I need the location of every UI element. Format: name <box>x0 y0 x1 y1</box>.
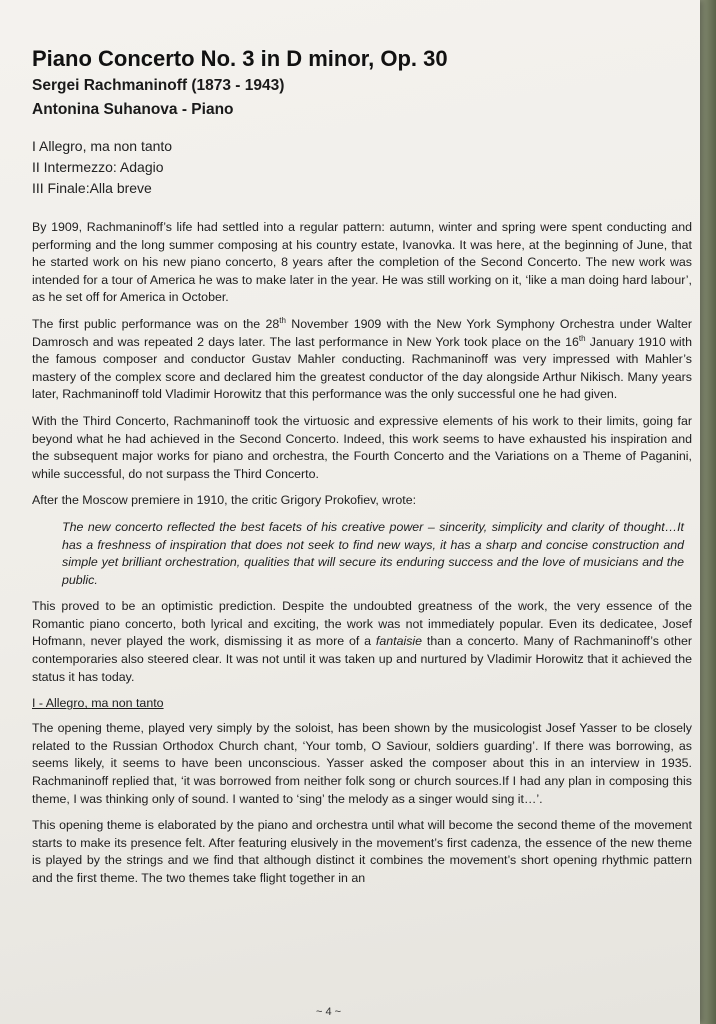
page-content <box>32 44 692 897</box>
section-heading: I - Allegro, ma non tanto <box>32 696 164 711</box>
critic-quote: The new concerto reflected the best facets of his creative power – sincerity, simplicity and clarity of thought…It has a freshness of inspiration that does not seek to find new ways, it has a sharp and concise construction and simple yet brilliant orchestration, qualities that will secure its enduring success and the love of musicians and the public. <box>62 519 684 587</box>
ordinal-suffix: th <box>578 333 586 343</box>
paragraph-3: With the Third Concerto, Rachmaninoff took the virtuosic and expressive elements of his work to their limits, going far beyond what he had achieved in the Second Concerto. Indeed, this work seems to have exhausted his inspiration and the subsequent major works for piano and orchestra, the Fourth Concerto and the Variations on a Theme of Paganini, while successful, do not surpass the Third Concerto. <box>32 413 692 481</box>
paragraph-5-part-b: than a concerto. Many of Rachmaninoff’s other contemporaries also steered clear. It was not until it was taken up and nurtured by Vladimir Horowitz that it achieved the status it has today. <box>32 634 693 684</box>
movement-item: II Intermezzo: Adagio <box>32 159 164 175</box>
paragraph-5-part-a: This proved to be an optimistic prediction. Despite the undoubted greatness of the work, the very essence of the Romantic piano concerto, both lyrical and exciting, the work was not immediately popular. Even its dedicatee, Josef Hofmann, never played the work, dismissing it as more of a <box>32 599 692 649</box>
page-number: ~ 4 ~ <box>316 1006 342 1018</box>
paragraph-5 <box>32 598 692 686</box>
paragraph-2-part-a: The first public performance was on the 28 <box>32 316 280 331</box>
programme-notes <box>32 219 692 888</box>
paragraph-2-part-c: January 1910 with the famous composer and conductor Gustav Mahler conducting. Rachmaninoff was very impressed with Mahler’s mastery of the complex score and declared him the greatest conductor of the day alongside Arthur Nikisch. Many years later, Rachmaninoff told Vladimir Horowitz that this performance was the only successful one he had given. <box>32 334 693 402</box>
page-title: Piano Concerto No. 3 in D minor, Op. 30 <box>32 46 448 71</box>
movement-list <box>32 136 692 199</box>
movement-item: III Finale:Alla breve <box>32 180 152 196</box>
italic-term: fantaisie <box>375 634 423 649</box>
ordinal-suffix: th <box>279 315 286 325</box>
paragraph-1: By 1909, Rachmaninoff’s life had settled into a regular pattern: autumn, winter and spring were spent conducting and performing and the long summer composing at his country estate, Ivanovka. It was here, at the beginning of June, that he started work on his new piano concerto, 8 years after the completion of the Second Concerto. The new work was intended for a tour of America he was to make later in the year. He was still working on it, ‘like a man doing hard labour’, as he set off for America in October. <box>32 220 692 305</box>
paragraph-2 <box>32 316 692 404</box>
paragraph-6: The opening theme, played very simply by the soloist, has been shown by the musicologist Josef Yasser to be closely related to the Russian Orthodox Church chant, ‘Your tomb, O Saviour, soldiers guarding’. If there was borrowing, as seems likely, it seems to have been unconscious. Yasser asked the composer about this in an interview in 1935. Rachmaninoff replied that, ‘it was borrowed from neither folk song or church sources.If I had any plan in composing this theme, I was thinking only of sound. I wanted to ‘sing’ the melody as a singer would sing it…’. <box>32 721 692 806</box>
paragraph-4: After the Moscow premiere in 1910, the critic Grigory Prokofiev, wrote: <box>32 493 417 508</box>
movement-item: I Allegro, ma non tanto <box>32 138 173 154</box>
performer-line: Antonina Suhanova - Piano <box>32 101 234 118</box>
paragraph-7: This opening theme is elaborated by the piano and orchestra until what will become the second theme of the movement starts to make its presence felt. After featuring elusively in the movement’s first cadenza, the essence of the new theme is played by the strings and we find that although distinct it combines the movement’s short opening rhythmic pattern and the first theme. The two themes take flight together in an <box>32 818 692 885</box>
paragraph-2-part-b: November 1909 with the New York Symphony Orchestra under Walter Damrosch and was repeated 2 days later. The last performance in New York took place on the 16 <box>32 316 692 349</box>
composer-line: Sergei Rachmaninoff (1873 - 1943) <box>32 77 285 94</box>
